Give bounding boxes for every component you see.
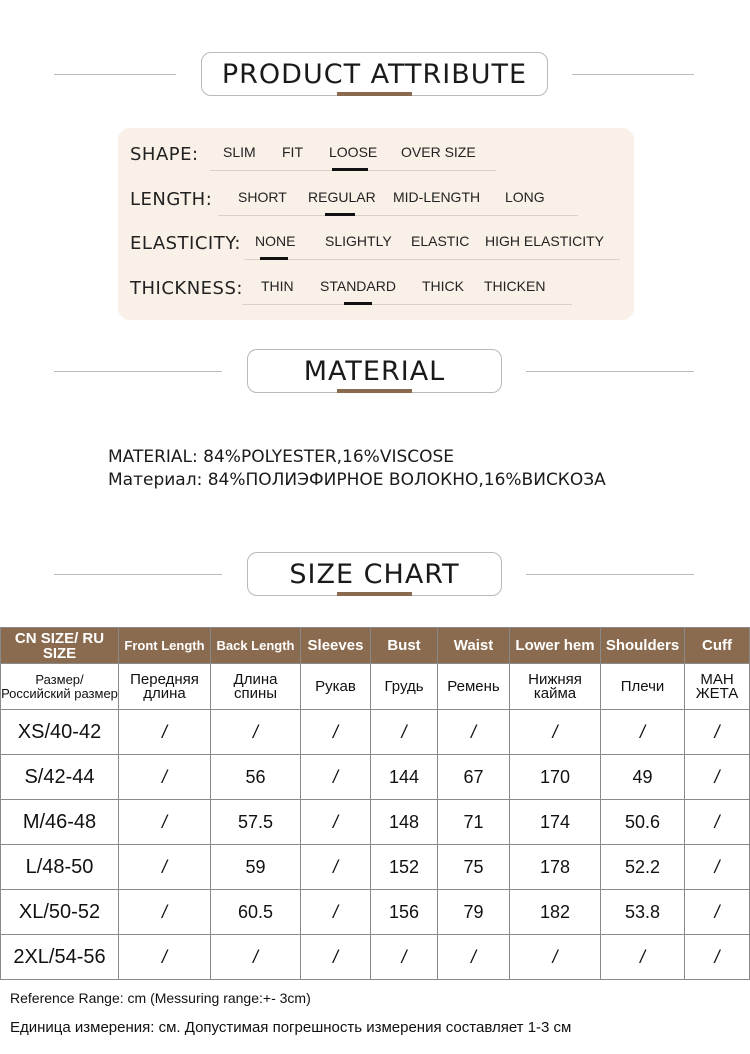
attr-label: LENGTH: <box>130 189 213 210</box>
table-cell: 50.6 <box>601 800 685 845</box>
col-header-ru: Ремень <box>438 664 510 710</box>
attribute-panel <box>118 128 634 320</box>
table-cell: / <box>685 935 750 980</box>
product-attribute-header <box>0 52 750 102</box>
size-label-cell: XL/50-52 <box>1 890 119 935</box>
material-title: MATERIAL <box>247 349 502 393</box>
attr-option: THIN <box>261 278 294 294</box>
table-row <box>1 800 750 845</box>
attr-option: SLIM <box>223 144 256 160</box>
table-cell: / <box>119 935 211 980</box>
table-cell: 49 <box>601 755 685 800</box>
header-left-line <box>54 574 222 575</box>
table-row <box>1 935 750 980</box>
table-cell: / <box>685 755 750 800</box>
table-cell: / <box>119 845 211 890</box>
col-header-ru: Нижняя кайма <box>510 664 601 710</box>
attr-option: SHORT <box>238 189 287 205</box>
table-cell: / <box>301 935 371 980</box>
col-header: Sleeves <box>301 628 371 664</box>
table-cell: / <box>301 755 371 800</box>
col-header: CN SIZE/ RU SIZE <box>1 628 119 664</box>
selected-mark <box>325 213 355 216</box>
size-label-cell: M/46-48 <box>1 800 119 845</box>
table-row <box>1 710 750 755</box>
attr-option-selected: NONE <box>255 233 296 249</box>
header-left-line <box>54 371 222 372</box>
col-header: Shoulders <box>601 628 685 664</box>
col-header-ru: Размер/ Российский размер <box>1 664 119 710</box>
table-cell: 53.8 <box>601 890 685 935</box>
table-cell: 71 <box>438 800 510 845</box>
size-chart-table <box>0 627 750 980</box>
header-accent-underline <box>337 92 412 96</box>
table-cell: 56 <box>211 755 301 800</box>
col-header: Back Length <box>211 628 301 664</box>
table-cell: / <box>601 935 685 980</box>
header-right-line <box>572 74 694 75</box>
col-header: Cuff <box>685 628 750 664</box>
table-cell: / <box>301 890 371 935</box>
table-cell: / <box>211 710 301 755</box>
table-cell: 170 <box>510 755 601 800</box>
col-header-ru: Плечи <box>601 664 685 710</box>
table-cell: 178 <box>510 845 601 890</box>
attr-label: SHAPE: <box>130 144 199 165</box>
table-cell: / <box>211 935 301 980</box>
header-left-line <box>54 74 176 75</box>
attr-option-selected: STANDARD <box>320 278 396 294</box>
size-label-cell: XS/40-42 <box>1 710 119 755</box>
table-cell: 182 <box>510 890 601 935</box>
table-cell: 52.2 <box>601 845 685 890</box>
attr-option-selected: LOOSE <box>329 144 378 160</box>
attr-row-shape <box>118 140 634 170</box>
table-cell: / <box>685 845 750 890</box>
table-cell: / <box>685 710 750 755</box>
header-right-line <box>526 371 694 372</box>
table-cell: / <box>119 890 211 935</box>
product-attribute-title: PRODUCT ATTRIBUTE <box>201 52 548 96</box>
attr-option: THICKEN <box>484 278 546 294</box>
table-cell: / <box>371 935 438 980</box>
col-header-ru: Грудь <box>371 664 438 710</box>
table-cell: / <box>119 800 211 845</box>
col-header: Lower hem <box>510 628 601 664</box>
table-cell: 148 <box>371 800 438 845</box>
attr-label: THICKNESS: <box>130 278 243 299</box>
table-cell: 152 <box>371 845 438 890</box>
table-cell: / <box>510 935 601 980</box>
col-header: Waist <box>438 628 510 664</box>
table-cell: / <box>438 710 510 755</box>
selected-mark <box>344 302 372 305</box>
header-row-en <box>1 628 750 664</box>
table-cell: 156 <box>371 890 438 935</box>
attr-option: OVER SIZE <box>401 144 476 160</box>
attr-row-thickness <box>118 274 634 304</box>
size-chart-title: SIZE CHART <box>247 552 502 596</box>
col-header: Front Length <box>119 628 211 664</box>
size-label-cell: L/48-50 <box>1 845 119 890</box>
col-header-ru: Длина спины <box>211 664 301 710</box>
measurement-note-ru: Единица измерения: см. Допустимая погрешность измерения составляет 1-3 см <box>10 1019 572 1036</box>
table-cell: 174 <box>510 800 601 845</box>
attr-option: SLIGHTLY <box>325 233 392 249</box>
attr-option: FIT <box>282 144 303 160</box>
col-header-ru: МАН ЖЕТА <box>685 664 750 710</box>
size-chart-header <box>0 552 750 602</box>
selected-mark <box>332 168 368 171</box>
table-cell: / <box>119 755 211 800</box>
table-cell: 67 <box>438 755 510 800</box>
attr-rule <box>218 215 578 216</box>
table-cell: / <box>301 710 371 755</box>
reference-range-note: Reference Range: cm (Messuring range:+- 3cm) <box>10 990 311 1006</box>
table-cell: 59 <box>211 845 301 890</box>
size-label-cell: 2XL/54-56 <box>1 935 119 980</box>
table-cell: / <box>685 800 750 845</box>
table-cell: / <box>685 890 750 935</box>
col-header: Bust <box>371 628 438 664</box>
table-cell: 57.5 <box>211 800 301 845</box>
selected-mark <box>260 257 288 260</box>
header-accent-underline <box>337 389 412 393</box>
table-cell: 75 <box>438 845 510 890</box>
table-cell: / <box>510 710 601 755</box>
table-row <box>1 845 750 890</box>
table-cell: 79 <box>438 890 510 935</box>
table-cell: / <box>371 710 438 755</box>
attr-label: ELASTICITY: <box>130 233 241 254</box>
attr-option: HIGH ELASTICITY <box>485 233 605 249</box>
table-cell: / <box>301 800 371 845</box>
header-accent-underline <box>337 592 412 596</box>
table-cell: / <box>301 845 371 890</box>
table-cell: / <box>601 710 685 755</box>
size-rows <box>1 710 750 980</box>
attr-option-selected: REGULAR <box>308 189 376 205</box>
table-row <box>1 755 750 800</box>
table-cell: / <box>119 710 211 755</box>
header-row-ru <box>1 664 750 710</box>
attr-option: MID-LENGTH <box>393 189 481 205</box>
col-header-ru: Передняя длина <box>119 664 211 710</box>
attr-option: THICK <box>422 278 464 294</box>
attr-rule <box>244 259 620 260</box>
attr-row-length <box>118 185 634 215</box>
attr-option: LONG <box>505 189 545 205</box>
attr-rule <box>242 304 572 305</box>
table-cell: 144 <box>371 755 438 800</box>
col-header-ru: Рукав <box>301 664 371 710</box>
material-en: MATERIAL: 84%POLYESTER,16%VISCOSE <box>108 447 455 467</box>
table-row <box>1 890 750 935</box>
material-header <box>0 349 750 399</box>
table-cell: 60.5 <box>211 890 301 935</box>
header-right-line <box>526 574 694 575</box>
attr-option: ELASTIC <box>411 233 470 249</box>
size-label-cell: S/42-44 <box>1 755 119 800</box>
attr-row-elasticity <box>118 229 634 259</box>
table-cell: / <box>438 935 510 980</box>
material-ru: Материал: 84%ПОЛИЭФИРНОЕ ВОЛОКНО,16%ВИСКОЗА <box>108 470 606 490</box>
